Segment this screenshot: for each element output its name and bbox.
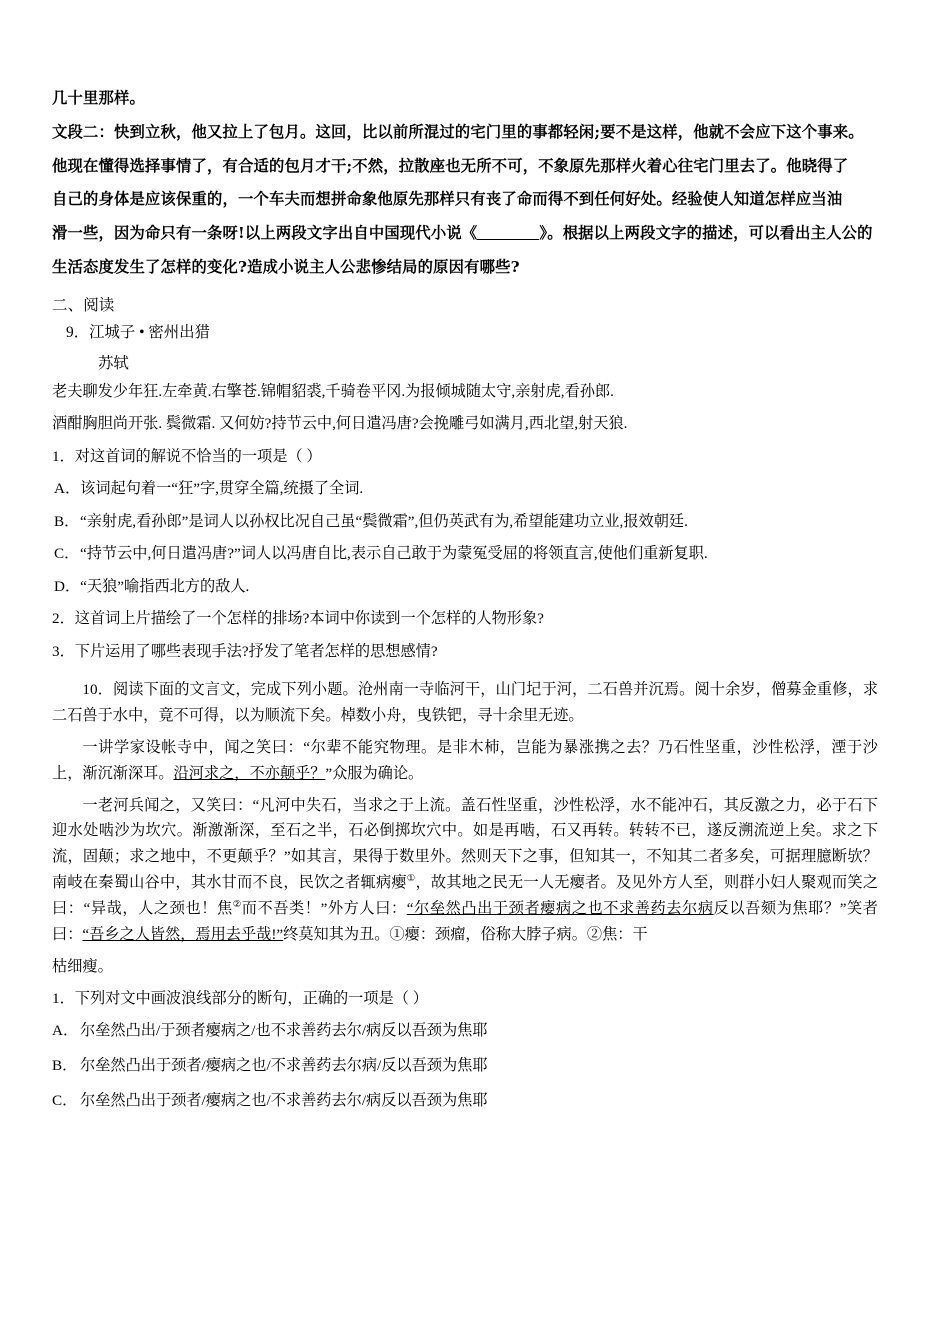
poem-option-d bbox=[52, 574, 878, 600]
poem-option-c-label: C． bbox=[54, 545, 80, 563]
classic-answer-a-label: A． bbox=[52, 1022, 79, 1040]
classic-paragraph-2-underlined: 沿河求之，不亦颠乎？ bbox=[173, 764, 326, 782]
classic-paragraph-3-part-a: 一老河兵闻之，又笑曰：“凡河中失石，当求之于上流。盖石性坚重，沙性松浮，水不能冲石，其反激之力，必于石下迎水处啮沙为坎穴。渐激渐深，至石之半，石必倒掷坎穴中。如是再啮，石又再转。转转不已，遂反溯流逆上矣。求之下流，固颠；求之地中，不更颠乎？”如其言，果得于数里外。然则天下之事，但知其一，不知其二者多矣，可据理臆断欤？南岐在秦蜀山谷中，其水甘而不良，民饮之者辄病瘿 bbox=[52, 796, 878, 892]
passage2-line-4-text: 滑一些，因为命只有一条呀!以上两段文字出自中国现代小说《 bbox=[52, 224, 478, 243]
poem-line-1: 老夫聊发少年狂.左牵黄.右擎苍.锦帽貂裘,千骑卷平冈.为报倾城随太守,亲射虎,看孙郎. bbox=[52, 383, 614, 401]
top-fragment: 几十里那样。 bbox=[52, 89, 145, 107]
classic-paragraph-3-part-d: 反以吾颏为焦耶？”笑者曰： bbox=[52, 899, 878, 943]
poem-question-number: 9． bbox=[66, 323, 90, 341]
classic-subquestion-1: 1．下列对文中画波浪线部分的断句，正确的一项是（ ） bbox=[52, 989, 428, 1007]
poem-option-d-label: D． bbox=[54, 577, 81, 595]
classic-answer-b bbox=[52, 1053, 878, 1079]
classic-answer-list bbox=[52, 1018, 878, 1114]
passage2-line-4 bbox=[52, 221, 878, 246]
poem-option-a bbox=[52, 476, 878, 502]
passage2-last-line: 生活态度发生了怎样的变化?造成小说主人公悲惨结局的原因有哪些? bbox=[52, 257, 520, 276]
footnote-marker-1: ① bbox=[406, 874, 416, 885]
poem-subquestion-1: 1．对这首词的解说不恰当的一项是（ ） bbox=[52, 447, 322, 465]
passage2-after-blank: 》。根据以上两段文字的描述，可以看出主人公的 bbox=[539, 224, 873, 243]
passage2-line-2: 他现在懂得选择事情了，有合适的包月才干;不然，拉散座也无所不可，不象原先那样火着心往宅门里去了。他晓得了 bbox=[52, 156, 849, 175]
poem-body bbox=[52, 380, 878, 436]
poem-option-a-label: A． bbox=[54, 480, 81, 498]
poem-option-d-text: “天狼”喻指西北方的敌人. bbox=[80, 577, 250, 595]
classic-answer-b-text: 尔垒然凸出于颈者/瘿病之也/不求善药去尔病/反以吾颈为焦耶 bbox=[80, 1056, 488, 1074]
section-heading: 二、阅读 bbox=[52, 296, 115, 314]
poem-option-a-text: 该词起句着一“狂”字,贯穿全篇,统摄了全词. bbox=[80, 480, 364, 498]
classic-paragraph-3-quote-2: “吾乡之人皆然，焉用去乎哉!” bbox=[82, 925, 284, 943]
classic-paragraph-2 bbox=[52, 735, 878, 787]
poem-title: 江城子 • 密州出猎 bbox=[89, 323, 210, 341]
fill-in-blank bbox=[477, 239, 539, 240]
classic-answer-c-text: 尔垒然凸出于颈者/瘿病之也/不求善药去尔/病反以吾颈为焦耶 bbox=[80, 1091, 488, 1109]
poem-option-b-text: “亲射虎,看孙郎”是词人以孙权比况自己虽“鬓微霜”,但仍英武有为,希望能建功立业,报效朝廷. bbox=[80, 512, 688, 530]
poem-option-c-text: “持节云中,何日遣冯唐?”词人以冯唐自比,表示自己敢于为蒙冤受屈的将领直言,使他们重新复职. bbox=[80, 545, 708, 563]
classic-answer-a bbox=[52, 1018, 878, 1044]
passage2-line-1: 文段二：快到立秋，他又拉上了包月。这回，比以前所混过的宅门里的事都轻闲;要不是这样，他就不会应下这个事来。 bbox=[52, 122, 864, 141]
classic-paragraph-3-part-e: 终莫知其为丑。①瘿：颈瘤，俗称大脖子病。②焦：干 bbox=[283, 925, 648, 943]
classic-paragraph-3-part-f: 枯细瘦。 bbox=[52, 957, 113, 975]
classic-paragraph-3-quote-1: “尔垒然凸出于颈者瘿病之也不求善药去尔病 bbox=[406, 899, 714, 917]
poem-subquestion-3: 3．下片运用了哪些表现手法?抒发了笔者怎样的思想感情? bbox=[52, 642, 438, 660]
classic-paragraph-2-part-b: ”众服为确论。 bbox=[325, 764, 424, 782]
classic-paragraph-3-part-b: ，故其地之民无一人无瘿者。及见外方人至，则群小妇人聚观而笑之曰：“异哉，人之颈也！焦 bbox=[52, 874, 879, 917]
poem-question-title bbox=[52, 321, 878, 346]
classic-answer-c bbox=[52, 1088, 878, 1114]
poem-option-c bbox=[52, 541, 878, 567]
poem-option-b bbox=[52, 509, 878, 535]
passage-block bbox=[52, 86, 878, 280]
poem-option-b-label: B． bbox=[54, 512, 80, 530]
classic-paragraph-3 bbox=[52, 793, 878, 948]
footnote-marker-2: ② bbox=[232, 899, 242, 910]
classic-intro-paragraph: 10．阅读下面的文言文，完成下列小题。沧州南一寺临河干，山门圮于河，二石兽并沉焉。阅十余岁，僧募金重修，求二石兽于水中，竟不可得，以为顺流下矣。棹数小舟，曳铁钯，寻十余里无迹。 bbox=[52, 681, 878, 725]
classic-answer-a-text: 尔垒然凸出/于颈者瘿病之/也不求善药去尔/病反以吾颈为焦耶 bbox=[80, 1022, 488, 1040]
classic-answer-c-label: C． bbox=[52, 1091, 78, 1109]
classic-paragraph-3-part-c: 而不吾类！”外方人曰： bbox=[241, 899, 407, 917]
classic-answer-b-label: B． bbox=[52, 1056, 78, 1074]
classic-paragraph-2-part-a: 一讲学家设帐寺中，闻之笑曰：“尔辈不能究物理。是非木杮，岂能为暴涨携之去？乃石性坚重，沙性松浮，湮于沙上，渐沉渐深耳。 bbox=[52, 738, 878, 782]
poem-author: 苏轼 bbox=[98, 354, 129, 372]
passage2-line-3: 自己的身体是应该保重的，一个车夫而想拼命象他原先那样只有丧了命而得不到任何好处。经验使人知道怎样应当油 bbox=[52, 190, 843, 209]
poem-line-2: 酒酣胸胆尚开张. 鬓微霜. 又何妨?持节云中,何日遣冯唐?会挽雕弓如满月,西北望,射天狼. bbox=[52, 414, 628, 432]
poem-subquestion-2: 2．这首词上片描绘了一个怎样的排场?本词中你读到一个怎样的人物形象? bbox=[52, 610, 544, 628]
